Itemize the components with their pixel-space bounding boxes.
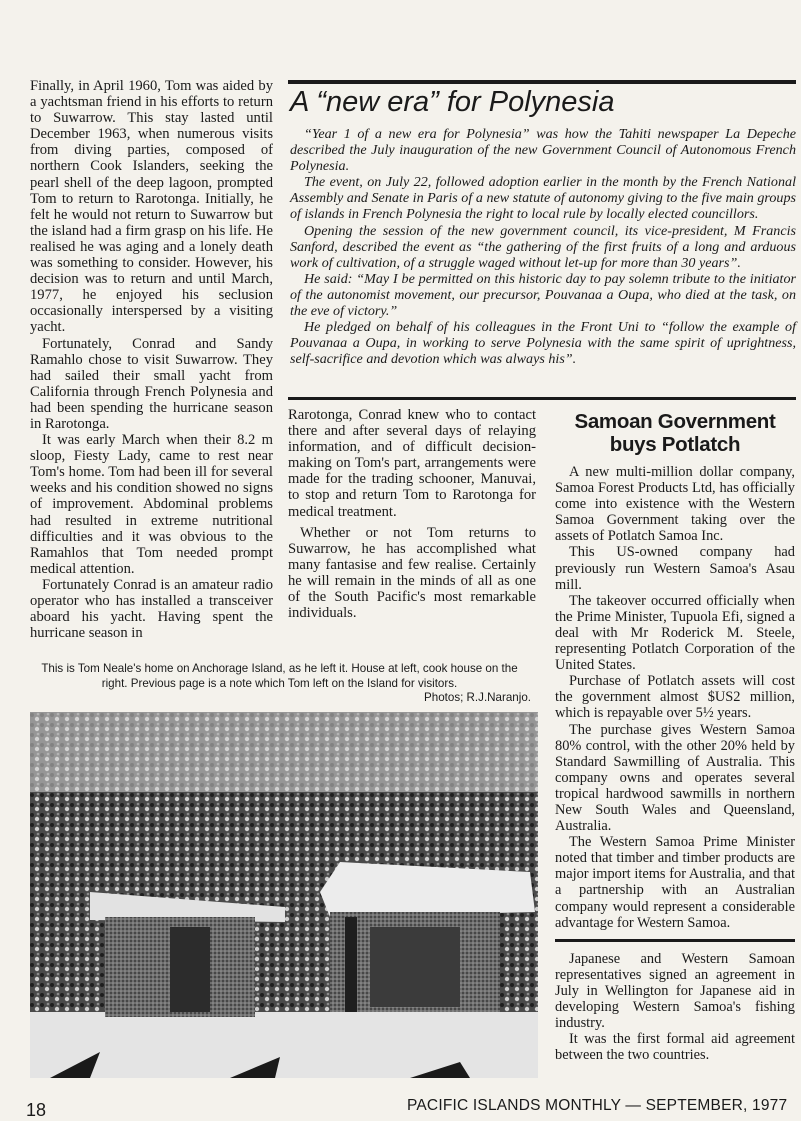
paragraph: The purchase gives Western Samoa 80% control, with the other 20% held by Standard Sawmilling of Australia. This company owns and operates several tropical hardwood sawmills in northern New South Wales and Queensland, Australia.: [555, 721, 795, 835]
paragraph: Rarotonga, Conrad knew who to contact there and after several days of relaying information, and of difficult decision-making on Tom's part, arrangements were made for the trading schooner, Manuvai, to stop and return Tom to Rarotonga for medical treatment.: [288, 407, 536, 520]
samoa-headline: Samoan Government buys Potlatch: [574, 410, 776, 456]
paragraph: Purchase of Potlatch assets will cost the government almost $US2 million, which is repayable over 5½ years.: [555, 673, 795, 722]
paragraph: Opening the session of the new government council, its vice-president, M Francis Sanford, described the event as “the gathering of the first fruits of a long and arduous work of cultivation, of a struggle waged without let-up for more than 30 years”.: [290, 222, 796, 271]
paragraph: The Western Samoa Prime Minister noted that timber and timber products are major import items for Australia, and that a partnership with an Australian company would represent a considerable advantage for Western Samoa.: [555, 834, 795, 931]
paragraph: He said: “May I be permitted on this historic day to pay solemn tribute to the initiator of the autonomist movement, our precursor, Pouvanaa a Oupa, who died at the task, on the eve of victory.”: [290, 270, 796, 320]
paragraph: It was the first formal aid agreement between the two countries.: [555, 1031, 795, 1064]
top-rule: [288, 80, 796, 84]
paragraph: Finally, in April 1960, Tom was aided by a yachtsman friend in his efforts to return to Suwarrow. This stay lasted until December 1963, when numerous visits from diving parties, composed of northern Cook Islanders, seeking the pearl shell of the deep lagoon, prompted Tom to return to Rarotonga. Initially, he felt he would not return to Suwarrow but the island had a firm grasp on his life. He realised he was aging and a lonely death was something to consider. However, his decision was to return and until March, 1977, he enjoyed his seclusion occasionally interspersed by a visiting yacht.: [30, 78, 273, 336]
feature-title: A “new era” for Polynesia: [290, 86, 615, 118]
left-column-article: [30, 78, 273, 641]
right-column: [555, 410, 795, 1063]
paragraph: This US-owned company had previously run Western Samoa's Asau mill.: [555, 544, 795, 593]
page-number: 18: [26, 1100, 47, 1120]
house-photo: [30, 712, 538, 1078]
paragraph: A new multi-million dollar company, Samoa Forest Products Ltd, has officially come into existence with the Western Samoa Government taking over the assets of Potlatch Samoa Inc.: [555, 464, 795, 545]
paragraph: Whether or not Tom returns to Suwarrow, he has accomplished what many fantasise and few realise. Certainly he will remain in the minds of all as one of the South Pacific's most remarkable individuals.: [288, 524, 536, 622]
article-divider: [555, 939, 795, 942]
japan-article-body: [555, 951, 795, 1064]
paragraph: The takeover occurred officially when the Prime Minister, Tupuola Efi, signed a deal with Mr Roderick M. Steele, representing Potlatch Corporation of the United States.: [555, 592, 795, 674]
feature-body: [290, 126, 796, 367]
samoa-article-body: [555, 464, 795, 931]
middle-column-article: [288, 407, 536, 621]
paragraph: Fortunately Conrad is an amateur radio operator who has installed a transceiver aboard his yacht. Having spent the hurricane season in: [30, 576, 273, 642]
running-footer: PACIFIC ISLANDS MONTHLY — SEPTEMBER, 1977: [407, 1097, 788, 1114]
paragraph: Fortunately, Conrad and Sandy Ramahlo chose to visit Suwarrow. They had sailed their small yacht from California through French Polynesia and had been spending the hurricane season in Rarotonga.: [30, 335, 273, 432]
photo-credit: Photos; R.J.Naranjo.: [424, 691, 531, 704]
paragraph: He pledged on behalf of his colleagues in the Front Uni to “follow the example of Pouvanaa a Oupa, in working to serve Polynesia with the same spirit of uprightness, self-sacrifice and devotion which was always his”.: [290, 319, 796, 368]
paragraph: Japanese and Western Samoan representatives signed an agreement in July in Wellington for Japanese aid in developing Western Samoa's fishing industry.: [555, 950, 795, 1032]
section-rule: [288, 397, 796, 400]
photo-caption: This is Tom Neale's home on Anchorage Island, as he left it. House at left, cook house on the right. Previous page is a note which Tom left on the Island for visitors.: [41, 662, 518, 690]
paragraph: It was early March when their 8.2 m sloop, Fiesty Lady, came to rest near Tom's home. Tom had been ill for several weeks and his condition showed no signs of improvement. Abdominal problems had resulted in extreme nutritional difficulties and it was obvious to the Ramahlos that Tom needed prompt medical attention.: [30, 432, 273, 577]
paragraph: The event, on July 22, followed adoption earlier in the month by the French National Assembly and Senate in Paris of a new statute of autonomy giving to the five main groups of islands in French Polynesia the right to local rule by locally elected councillors.: [290, 174, 796, 223]
paragraph: “Year 1 of a new era for Polynesia” was how the Tahiti newspaper La Depeche described the July inauguration of the new Government Council of Autonomous French Polynesia.: [290, 126, 796, 175]
